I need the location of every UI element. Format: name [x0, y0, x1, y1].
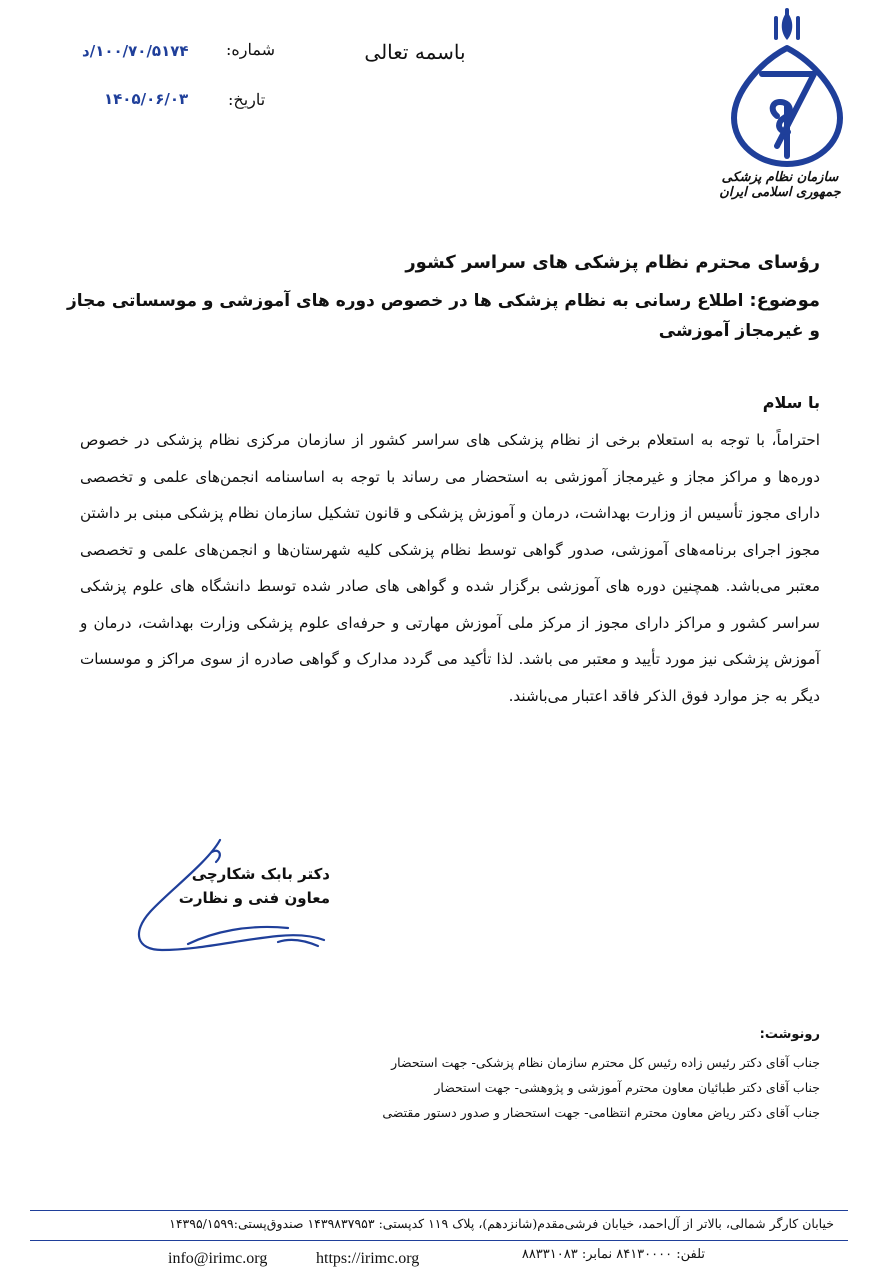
greeting: با سلام: [762, 393, 820, 412]
subject-text: اطلاع رسانی به نظام پزشکی ها در خصوص دوره های آموزشی و موسساتی مجاز و غیرمجاز آموزشی: [66, 291, 820, 341]
signatory: [150, 862, 330, 910]
letter-number: ۱۰۰/۷۰/۵۱۷۴/د: [82, 42, 189, 60]
signatory-position: معاون فنی و نظارت: [178, 889, 330, 907]
number-label: شماره:: [226, 40, 276, 59]
cc-item: جناب آقای دکتر طبائیان معاون محترم آموزشی و پژوهشی- جهت استحضار: [434, 1080, 820, 1095]
letter-date: ۱۴۰۵/۰۶/۰۳: [104, 90, 189, 108]
cc-item: جناب آقای دکتر ریاض معاون محترم انتظامی- جهت استحضار و صدور دستور مقتضی: [382, 1105, 820, 1120]
subject-label: موضوع:: [749, 290, 820, 311]
signatory-name: دکتر بابک شکارچی: [191, 865, 330, 883]
footer-email-link[interactable]: info@irimc.org: [168, 1250, 268, 1267]
letterhead-title: باسمه تعالی: [364, 40, 466, 64]
footer-website-link[interactable]: https://irimc.org: [316, 1250, 420, 1267]
addressee: رؤسای محترم نظام پزشکی های سراسر کشور: [405, 252, 820, 273]
footer-address: خیابان کارگر شمالی، بالاتر از آل‌احمد، خیابان فرشی‌مقدم(شانزدهم)، پلاک ۱۱۹ کدپستی: ۱۴۳۹۸۳۷۹۵۳ صندوق‌پستی:۱۴۳۹۵/۱۵۹۹: [169, 1216, 834, 1231]
date-label: تاریخ:: [228, 90, 266, 109]
footer-divider-bottom: [30, 1240, 848, 1241]
letter-body: احتراماً، با توجه به استعلام برخی از نظام پزشکی های سراسر کشور از سازمان مرکزی نظام پزشکی در خصوص دوره‌ها و مراکز مجاز و غیرمجاز آموزشی به استحضار می رساند با توجه به اساسنامه انجمن‌های علمی و تخصصی دارای مجوز تأسیس از وزارت بهداشت، درمان و آموزش پزشکی و قانون تشکیل سازمان نظام پزشکی مبنی بر داشتن مجوز اجرای برنامه‌های آموزشی، صدور گواهی توسط نظام پزشکی کلیه شهرستان‌ها و انجمن‌های علمی و تخصصی معتبر می‌باشد. همچنین دوره های آموزشی برگزار شده و گواهی های صادر شده توسط دانشگاه های علوم پزشکی سراسر کشور و مراکز دارای مجوز از مرکز ملی آموزش مهارتی و حرفه‌ای علوم پزشکی وزارت بهداشت، درمان و آموزش پزشکی نیز مورد تأیید و معتبر می باشد. لذا تأکید می گردد مدارک و گواهی صادره از سوی مراکز و موسسات دیگر به جز موارد فوق الذکر فاقد اعتبار می‌باشند.: [80, 431, 820, 705]
cc-item: جناب آقای دکتر رئیس زاده رئیس کل محترم سازمان نظام پزشکی- جهت استحضار: [391, 1055, 820, 1070]
footer-divider: [30, 1210, 848, 1211]
cc-heading: رونوشت:: [759, 1027, 820, 1042]
subject: [60, 286, 820, 346]
irimc-logo-icon: [722, 6, 852, 171]
cc-list: [300, 1050, 820, 1125]
organization-name: سازمان نظام پزشکی جمهوری اسلامی ایران: [719, 170, 841, 200]
footer-phone: تلفن: ۸۴۱۳۰۰۰۰ نمابر: ۸۸۳۳۱۰۸۳: [521, 1247, 705, 1262]
